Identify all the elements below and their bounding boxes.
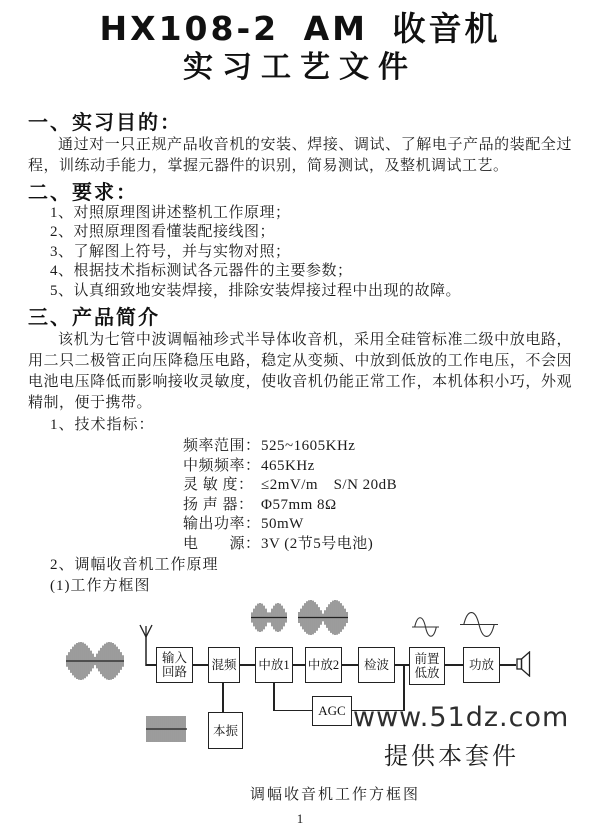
tech-spec-list	[183, 437, 572, 554]
wire	[273, 683, 275, 711]
requirements-list	[28, 204, 572, 302]
block-preamp: 前置低放	[409, 647, 445, 685]
section1-paragraph: 通过对一只正规产品收音机的安装、焊接、调试、了解电子产品的装配全过程，训练动手能力，掌握元器件的识别，简易测试，及整机调试工艺。	[28, 136, 572, 174]
watermark-url: www.51dz.com	[353, 702, 570, 734]
spec-label: 输出功率：	[183, 516, 261, 533]
spec-row	[183, 496, 572, 516]
section2-heading: 二、要求：	[28, 179, 138, 204]
section3-heading: 三、产品简介	[28, 305, 160, 330]
spec-row	[183, 437, 572, 457]
diagram-caption: 调幅收音机工作方框图	[249, 787, 420, 803]
wire	[193, 664, 208, 666]
am-wave-icon	[251, 602, 287, 633]
block-agc: AGC	[312, 696, 352, 726]
spec-value: ≤2mV/m S/N 20dB	[261, 477, 398, 494]
section1-heading: 一、实习目的：	[28, 109, 182, 134]
wire	[500, 664, 516, 666]
block-power-amp: 功放	[463, 647, 500, 683]
spec-row	[183, 515, 572, 535]
wire	[395, 664, 409, 666]
watermark-text: 提供本套件	[384, 744, 519, 771]
list-item: 1、对照原理图讲述整机工作原理；	[50, 204, 291, 221]
block-diagram-subheading: (1)工作方框图	[50, 578, 151, 595]
spec-row	[183, 476, 572, 496]
document-title-line1: HX108-2 AM 收音机	[99, 9, 501, 48]
spec-label: 灵 敏 度：	[183, 477, 254, 494]
list-item: 3、了解图上符号，并与实物对照；	[50, 243, 291, 260]
wire	[240, 664, 255, 666]
spec-label: 扬 声 器：	[183, 496, 254, 513]
wire	[273, 710, 312, 712]
list-item: 2、对照原理图看懂装配接线图；	[50, 224, 276, 241]
spec-row	[183, 457, 572, 477]
am-wave-icon	[298, 599, 348, 636]
block-if-amp-2: 中放2	[305, 647, 342, 683]
sine-wave-icon	[412, 617, 439, 637]
block-local-oscillator: 本振	[208, 712, 243, 749]
list-item: 5、认真细致地安装焊接，排除安装焊接过程中出现的故障。	[50, 282, 462, 299]
antenna-icon	[138, 622, 154, 666]
block-mixer: 混频	[208, 647, 240, 683]
spec-label: 电 源：	[183, 535, 261, 552]
working-principle-subheading: 2、调幅收音机工作原理	[50, 557, 219, 574]
wire	[146, 664, 156, 666]
spec-label: 频率范围：	[183, 438, 261, 455]
block-diagram	[0, 596, 600, 782]
wire	[445, 664, 463, 666]
sine-wave-icon	[460, 612, 498, 637]
spec-value: 3V (2节5号电池)	[261, 535, 374, 552]
carrier-wave-icon	[146, 715, 187, 743]
wire	[222, 683, 224, 712]
wire	[342, 664, 358, 666]
speaker-icon	[516, 651, 531, 677]
document-title-line2: 实习工艺文件	[183, 50, 417, 86]
wire	[293, 664, 305, 666]
spec-value: 50mW	[261, 516, 304, 533]
block-detector: 检波	[358, 647, 395, 683]
section3-paragraph: 该机为七管中波调幅袖珍式半导体收音机，采用全硅管标准二级中放电路，用二只二极管正向压降稳压电路，稳定从变频、中放到低放的工作电压，不会因电池电压降低而影响接收灵敏度，使收音机仍能正常工作，本机体积小巧，外观精制，便于携带。	[28, 332, 572, 412]
block-input-circuit: 输入回路	[156, 647, 193, 683]
spec-value: 525~1605KHz	[261, 438, 356, 455]
spec-label: 中频频率：	[183, 457, 261, 474]
am-wave-icon	[66, 641, 124, 681]
tech-spec-subheading: 1、技术指标：	[50, 417, 155, 434]
spec-row	[183, 535, 572, 555]
spec-value: Φ57mm 8Ω	[261, 496, 337, 513]
page-number: 1	[296, 811, 304, 826]
spec-value: 465KHz	[261, 457, 315, 474]
block-if-amp-1: 中放1	[255, 647, 293, 683]
list-item: 4、根据技术指标测试各元器件的主要参数；	[50, 263, 353, 280]
